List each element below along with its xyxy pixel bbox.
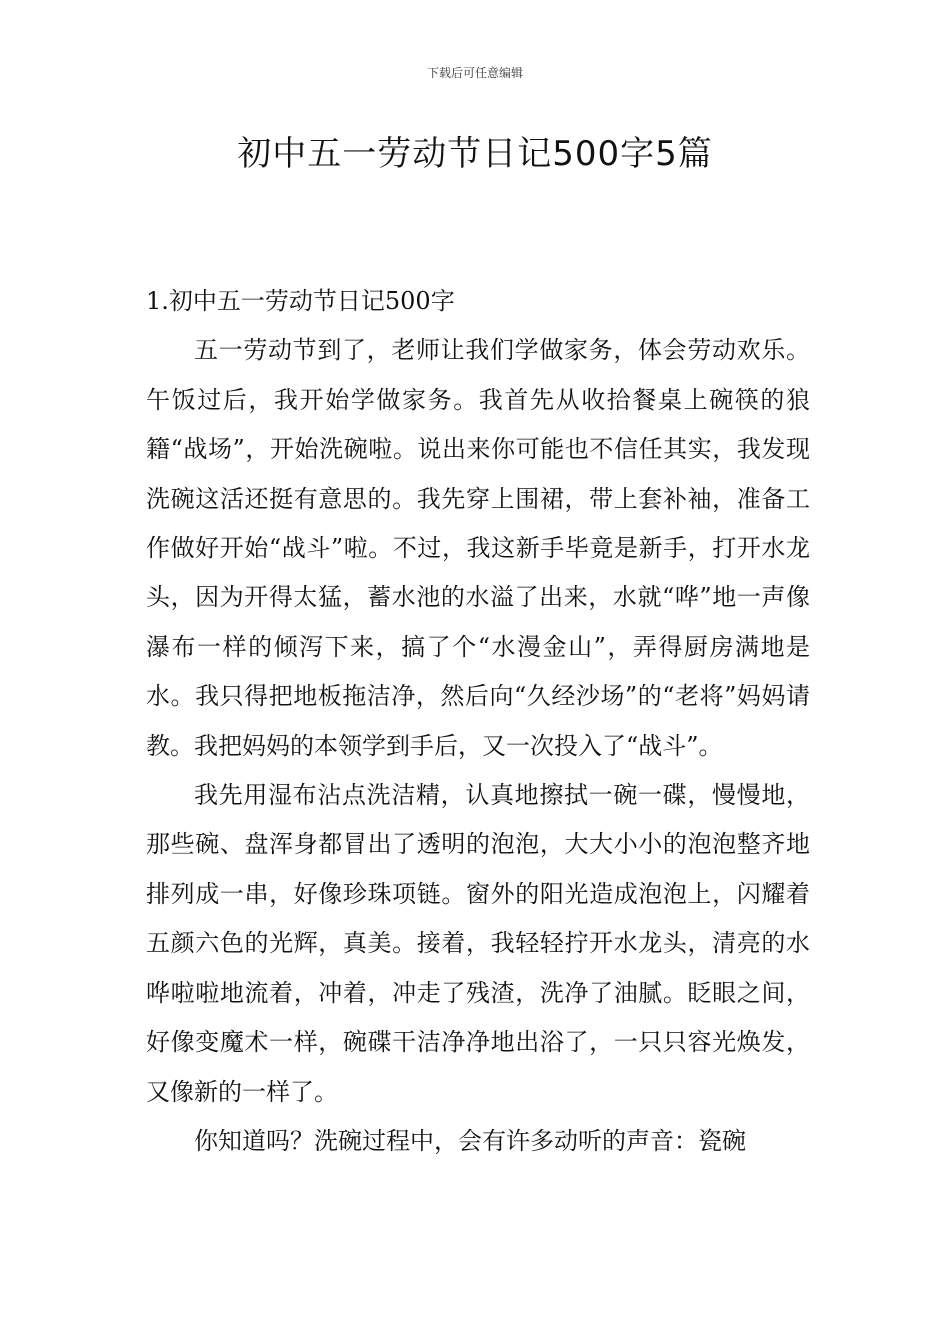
article-body: [146, 277, 810, 1166]
header-note: 下载后可任意编辑: [426, 66, 523, 80]
paragraph: 五一劳动节到了，老师让我们学做家务，体会劳动欢乐。午饭过后，我开始学做家务。我首先从收拾餐桌上碗筷的狼籍“战场”，开始洗碗啦。说出来你可能也不信任其实，我发现洗碗这活还挺有意思的。我先穿上围裙，带上套补袖，准备工作做好开始“战斗”啦。不过，我这新手毕竟是新手，打开水龙头，因为开得太猛，蓄水池的水溢了出来，水就“哗”地一声像瀑布一样的倾泻下来，搞了个“水漫金山”，弄得厨房满地是水。我只得把地板拖洁净，然后向“久经沙场”的“老将”妈妈请教。我把妈妈的本领学到手后，又一次投入了“战斗”。: [146, 336, 810, 760]
paragraph: 你知道吗？洗碗过程中，会有许多动听的声音：瓷碗: [194, 1126, 746, 1155]
paragraph: 我先用湿布沾点洗洁精，认真地擦拭一碗一碟，慢慢地，那些碗、盘浑身都冒出了透明的泡泡，大大小小的泡泡整齐地排列成一串，好像珍珠项链。窗外的阳光造成泡泡上，闪耀着五颜六色的光辉，真美。接着，我轻轻拧开水龙头，清亮的水哗啦啦地流着，冲着，冲走了残渣，洗净了油腻。眨眼之间，好像变魔术一样，碗碟干洁净净地出浴了，一只只容光焕发，又像新的一样了。: [146, 781, 810, 1106]
document-title: 初中五一劳动节日记500字5篇: [237, 134, 713, 174]
section-heading: 1.初中五一劳动节日记500字: [146, 287, 455, 315]
